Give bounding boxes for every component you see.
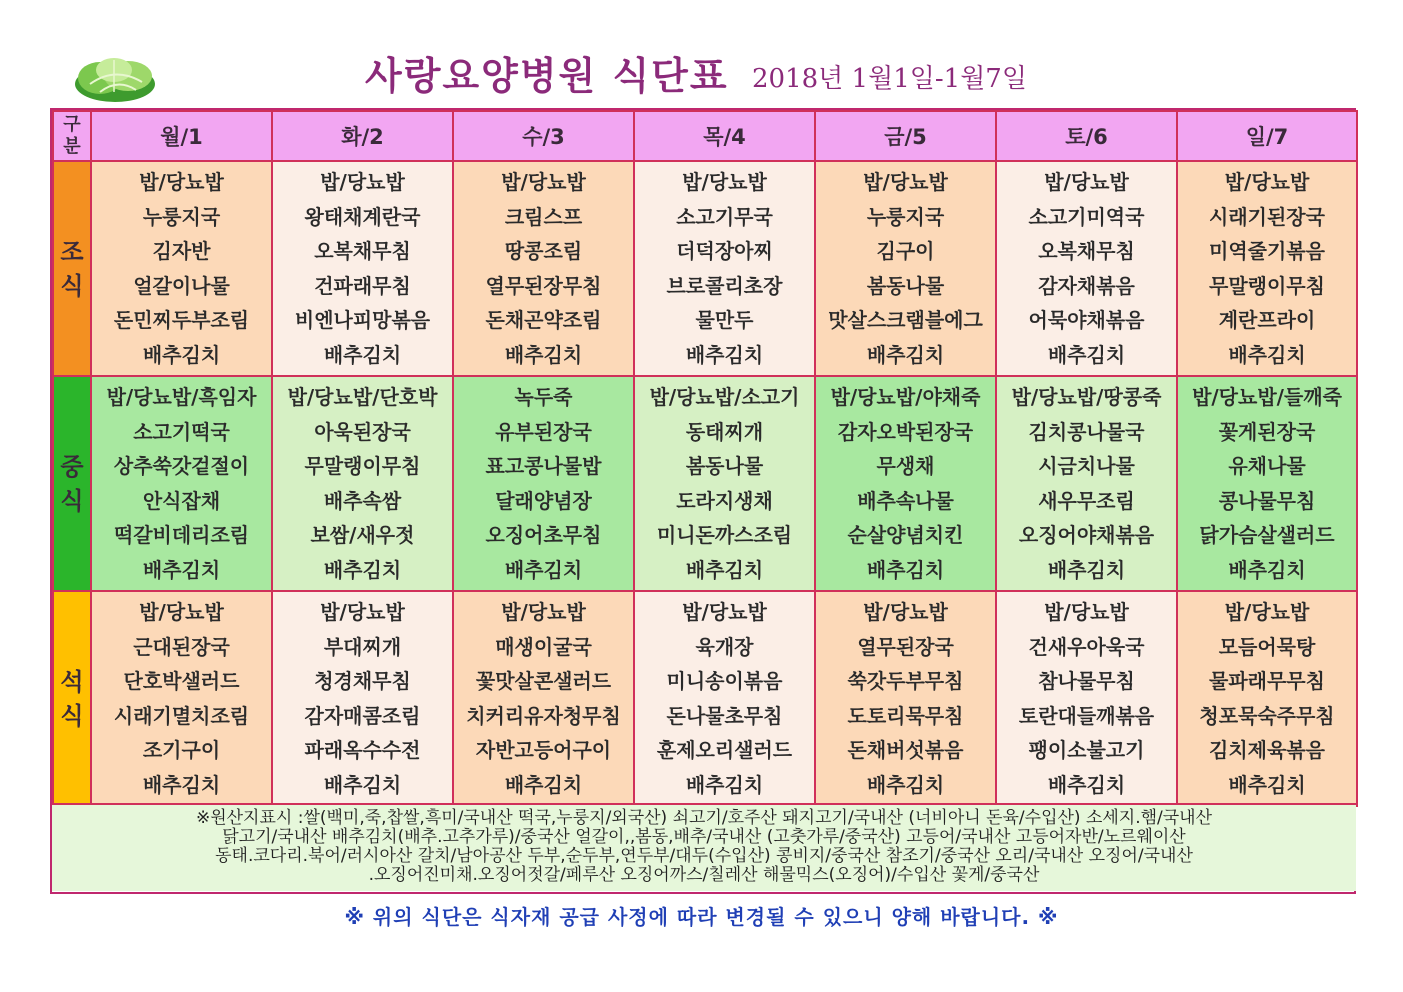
menu-item: 건새우아욱국 <box>1028 634 1145 659</box>
day-header: 월/1 <box>91 111 272 161</box>
menu-item: 누룽지국 <box>866 204 945 229</box>
menu-item: 안식잡채 <box>142 488 221 513</box>
menu-item: 콩나물무침 <box>1218 488 1316 513</box>
menu-item: 땅콩조림 <box>504 239 583 263</box>
menu-item: 밥/당뇨밥/단호박 <box>287 385 438 409</box>
menu-item: 배추김치 <box>1047 342 1126 367</box>
menu-item: 배추김치 <box>504 342 583 367</box>
menu-item: 누룽지국 <box>142 204 221 229</box>
menu-item: 밥/당뇨밥 <box>682 600 767 624</box>
menu-item: 밥/당뇨밥 <box>682 170 767 194</box>
menu-item: 배추김치 <box>1228 772 1306 797</box>
menu-item: 무말랭이무침 <box>304 454 421 478</box>
menu-item: 참나물무침 <box>1038 669 1135 693</box>
menu-item: 유채나물 <box>1228 454 1306 478</box>
menu-item: 열무된장무침 <box>485 273 602 298</box>
menu-item: 미역줄기볶음 <box>1209 239 1325 263</box>
day-header: 일/7 <box>1177 111 1357 161</box>
menu-item: 배추속쌈 <box>323 488 402 513</box>
menu-cell <box>996 376 1177 591</box>
menu-item: 돈민찌두부조림 <box>113 308 250 332</box>
day-header: 금/5 <box>815 111 996 161</box>
menu-item: 크림스프 <box>504 204 583 229</box>
menu-item: 쑥갓두부무침 <box>847 669 964 693</box>
menu-item: 배추속나물 <box>857 488 954 513</box>
menu-item: 밥/당뇨밥 <box>863 170 948 194</box>
menu-cell <box>1177 591 1357 806</box>
day-header: 목/4 <box>634 111 815 161</box>
menu-item: 치커리유자청무침 <box>466 703 621 728</box>
menu-item: 상추쑥갓겉절이 <box>113 454 250 478</box>
menu-item: 청포묵숙주무침 <box>1199 703 1335 728</box>
origin-notice <box>52 803 1356 891</box>
menu-item: 배추김치 <box>1228 557 1306 582</box>
menu-item: 파래옥수수전 <box>304 738 421 762</box>
menu-item: 밥/당뇨밥/흑임자 <box>106 385 257 409</box>
menu-item: 오복채무침 <box>1038 239 1135 263</box>
menu-item: 단호박샐러드 <box>123 669 240 693</box>
menu-item: 배추김치 <box>323 557 402 582</box>
menu-item: 훈제오리샐러드 <box>656 738 793 762</box>
cabbage-icon <box>70 48 160 106</box>
menu-item: 밥/당뇨밥 <box>1044 600 1129 624</box>
menu-cell <box>996 591 1177 806</box>
menu-item: 어묵야채볶음 <box>1028 308 1145 332</box>
menu-item: 밥/당뇨밥 <box>320 600 405 624</box>
menu-item: 밥/당뇨밥/땅콩죽 <box>1011 385 1162 409</box>
menu-cell <box>634 591 815 806</box>
meal-row-breakfast <box>53 161 1357 376</box>
menu-item: 밥/당뇨밥/야채죽 <box>830 385 981 409</box>
menu-item: 무생채 <box>876 454 935 478</box>
menu-cell <box>996 161 1177 376</box>
menu-item: 밥/당뇨밥 <box>1044 170 1129 194</box>
menu-item: 토란대들깨볶음 <box>1018 703 1155 728</box>
menu-item: 도라지생채 <box>676 488 773 513</box>
day-header: 화/2 <box>272 111 453 161</box>
menu-item: 배추김치 <box>504 557 583 582</box>
menu-item: 밥/당뇨밥 <box>1224 170 1310 194</box>
menu-item: 밥/당뇨밥 <box>501 600 586 624</box>
menu-item: 배추김치 <box>142 342 221 367</box>
menu-item: 배추김치 <box>685 342 764 367</box>
menu-table <box>52 110 1358 807</box>
menu-item: 도토리묵무침 <box>847 703 964 728</box>
menu-item: 김치제육볶음 <box>1209 738 1325 762</box>
meal-row-lunch <box>53 376 1357 591</box>
menu-item: 돈채곤약조림 <box>485 308 602 332</box>
menu-item: 소고기무국 <box>676 204 773 229</box>
menu-item: 매생이굴국 <box>495 634 592 659</box>
menu-item: 감자매콤조림 <box>304 703 421 728</box>
day-header-row <box>53 111 1357 161</box>
menu-item: 밥/당뇨밥 <box>139 170 224 194</box>
menu-item: 밥/당뇨밥/들깨죽 <box>1192 385 1342 409</box>
menu-cell <box>634 161 815 376</box>
menu-item: 모듬어묵탕 <box>1218 634 1316 659</box>
menu-item: 봄동나물 <box>866 273 945 298</box>
menu-cell <box>272 591 453 806</box>
menu-item: 물파래무무침 <box>1209 669 1325 693</box>
menu-item: 조기구이 <box>142 738 221 762</box>
meal-label: 석 식 <box>53 591 91 806</box>
menu-item: 배추김치 <box>685 557 764 582</box>
menu-item: 부대찌개 <box>323 634 402 659</box>
menu-cell <box>91 376 272 591</box>
menu-item: 배추김치 <box>685 772 764 797</box>
menu-item: 팽이소불고기 <box>1028 738 1145 762</box>
menu-item: 브로콜리초장 <box>666 273 783 298</box>
menu-cell <box>815 161 996 376</box>
menu-item: 맛살스크램블에그 <box>828 308 983 332</box>
origin-line: 닭고기/국내산 배추김치(배추.고추가루)/중국산 얼갈이,,봄동,배추/국내산 (고춧가루/중국산) 고등어/국내산 고등어자반/노르웨이산 <box>222 827 1186 847</box>
menu-cell <box>1177 161 1357 376</box>
menu-item: 계란프라이 <box>1218 308 1316 332</box>
menu-cell <box>91 591 272 806</box>
menu-item: 꽃게된장국 <box>1218 419 1316 444</box>
menu-item: 배추김치 <box>1047 772 1126 797</box>
menu-cell <box>453 376 634 591</box>
menu-item: 열무된장국 <box>857 634 954 659</box>
corner-label: 구 분 <box>53 111 91 161</box>
menu-item: 시금치나물 <box>1038 454 1135 478</box>
menu-item: 얼갈이나물 <box>133 273 230 298</box>
menu-item: 아욱된장국 <box>314 419 411 444</box>
menu-item: 소고기떡국 <box>133 419 230 444</box>
page-title: 사랑요양병원 식단표 <box>365 54 729 98</box>
menu-item: 배추김치 <box>323 342 402 367</box>
menu-item: 유부된장국 <box>495 419 592 444</box>
menu-item: 왕태채계란국 <box>304 204 421 229</box>
menu-item: 떡갈비데리조림 <box>113 523 250 547</box>
menu-item: 소고기미역국 <box>1028 204 1145 229</box>
date-range: 2018년 1월1일-1월7일 <box>752 64 1027 94</box>
menu-item: 배추김치 <box>1228 342 1306 367</box>
meal-row-dinner <box>53 591 1357 806</box>
menu-item: 봄동나물 <box>685 454 764 478</box>
day-header: 수/3 <box>453 111 634 161</box>
menu-item: 배추김치 <box>142 772 221 797</box>
menu-item: 미니돈까스조림 <box>656 523 793 547</box>
menu-item: 돈채버섯볶음 <box>847 738 964 762</box>
menu-cell <box>453 161 634 376</box>
menu-item: 배추김치 <box>1047 557 1126 582</box>
menu-item: 감자오박된장국 <box>837 419 974 444</box>
menu-item: 물만두 <box>695 308 754 332</box>
menu-item: 표고콩나물밥 <box>485 454 602 478</box>
menu-item: 밥/당뇨밥 <box>1224 600 1310 624</box>
menu-item: 밥/당뇨밥 <box>320 170 405 194</box>
menu-item: 육개장 <box>695 634 754 659</box>
menu-item: 닭가슴살샐러드 <box>1199 523 1335 547</box>
menu-item: 달래양념장 <box>495 488 592 513</box>
menu-cell <box>634 376 815 591</box>
menu-item: 근대된장국 <box>133 634 230 659</box>
menu-item: 배추김치 <box>142 557 221 582</box>
day-header: 토/6 <box>996 111 1177 161</box>
menu-item: 배추김치 <box>866 557 945 582</box>
menu-item: 배추김치 <box>323 772 402 797</box>
menu-cell <box>91 161 272 376</box>
menu-item: 돈나물초무침 <box>666 703 783 728</box>
menu-item: 청경채무침 <box>314 669 411 693</box>
menu-item: 건파래무침 <box>314 273 411 298</box>
origin-line: ※원산지표시 :쌀(백미,죽,찹쌀,흑미/국내산 떡국,누룽지/외국산) 쇠고기/호주산 돼지고기/국내산 (너비아니 돈육/수입산) 소세지.햄/국내산 <box>195 808 1213 828</box>
menu-item: 김치콩나물국 <box>1028 419 1145 444</box>
menu-item: 오징어초무침 <box>485 523 602 547</box>
menu-item: 자반고등어구이 <box>475 738 612 762</box>
menu-item: 보쌈/새우젓 <box>310 523 415 547</box>
menu-item: 시래기된장국 <box>1209 204 1325 229</box>
menu-cell <box>272 376 453 591</box>
menu-item: 더덕장아찌 <box>676 239 773 263</box>
menu-item: 밥/당뇨밥 <box>501 170 586 194</box>
menu-item: 밥/당뇨밥 <box>863 600 948 624</box>
menu-item: 미니송이볶음 <box>666 669 783 693</box>
menu-item: 배추김치 <box>866 342 945 367</box>
menu-item: 오복채무침 <box>314 239 411 263</box>
menu-item: 시래기멸치조림 <box>113 703 250 728</box>
footer-notice: ※ 위의 식단은 식자재 공급 사정에 따라 변경될 수 있으니 양해 바랍니다. ※ <box>344 905 1059 929</box>
origin-line: .오징어진미채.오징어젓갈/페루산 오징어까스/칠레산 해물믹스(오징어)/수입산 꽃게/중국산 <box>368 865 1040 885</box>
menu-item: 감자채볶음 <box>1038 273 1135 298</box>
menu-item: 녹두죽 <box>514 385 573 409</box>
menu-cell <box>272 161 453 376</box>
meal-label: 중 식 <box>53 376 91 591</box>
origin-line: 동태.코다리.북어/러시아산 갈치/남아공산 두부,순두부,연두부/대두(수입산) 콩비지/중국산 참조기/중국산 오리/국내산 오징어/국내산 <box>215 846 1193 866</box>
menu-item: 무말랭이무침 <box>1209 273 1325 298</box>
menu-item: 꽃맛살콘샐러드 <box>475 669 612 693</box>
meal-label: 조 식 <box>53 161 91 376</box>
menu-item: 순살양념치킨 <box>847 523 964 547</box>
menu-cell <box>815 376 996 591</box>
menu-item: 김자반 <box>152 239 211 263</box>
menu-item: 밥/당뇨밥/소고기 <box>649 385 800 409</box>
menu-item: 김구이 <box>876 239 935 263</box>
menu-item: 밥/당뇨밥 <box>139 600 224 624</box>
menu-item: 오징어야채볶음 <box>1018 523 1155 547</box>
menu-cell <box>1177 376 1357 591</box>
menu-item: 새우무조림 <box>1038 488 1135 513</box>
menu-item: 배추김치 <box>866 772 945 797</box>
menu-item: 비엔나피망볶음 <box>294 308 431 332</box>
menu-item: 동태찌개 <box>685 419 764 444</box>
menu-cell <box>815 591 996 806</box>
menu-item: 배추김치 <box>504 772 583 797</box>
menu-cell <box>453 591 634 806</box>
